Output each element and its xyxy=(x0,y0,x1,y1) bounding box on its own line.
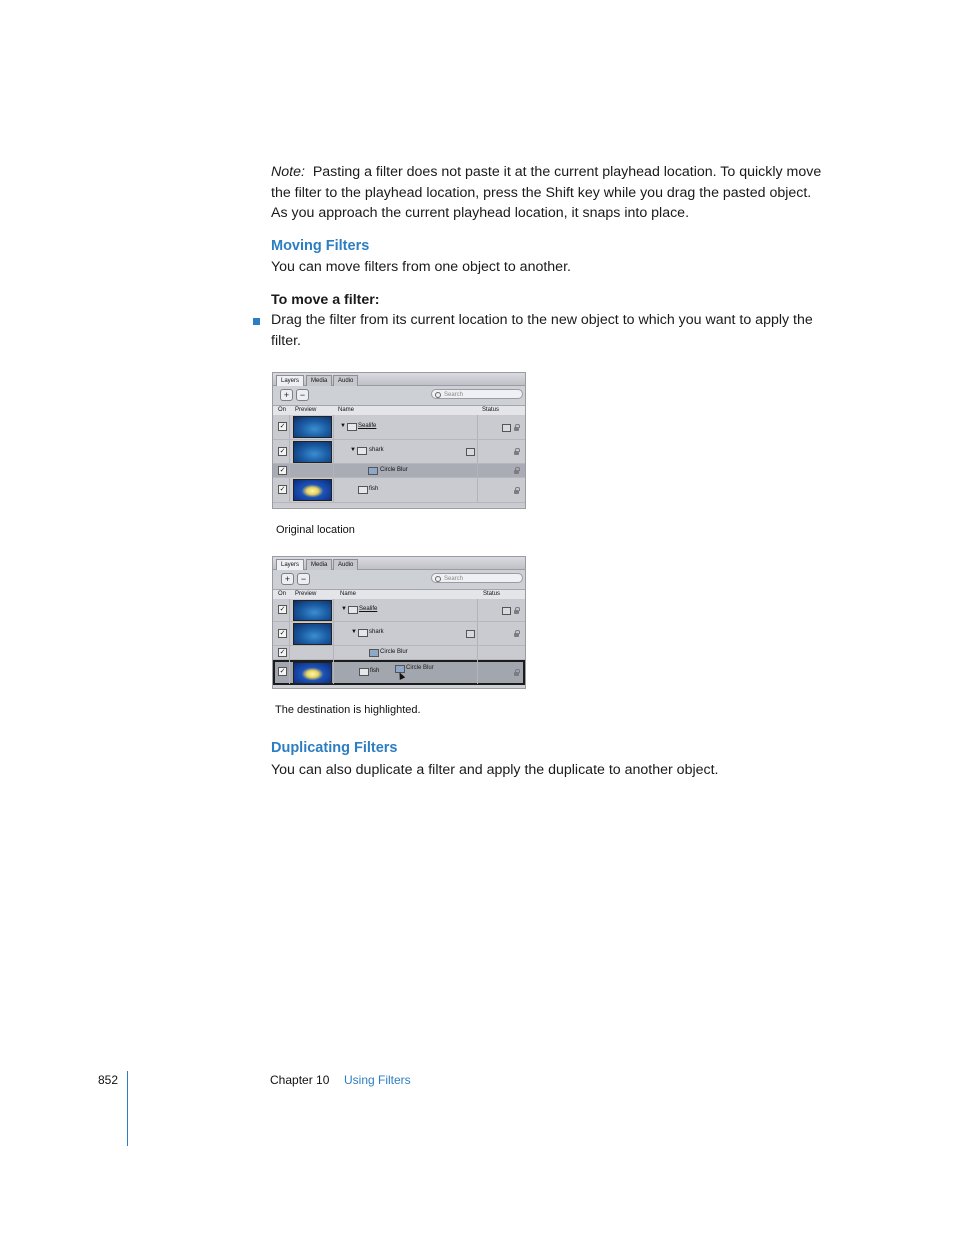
disclosure-triangle-icon[interactable]: ▼ xyxy=(340,423,346,429)
group-icon xyxy=(348,606,358,614)
note-paragraph xyxy=(271,162,823,224)
col-name[interactable]: Name xyxy=(338,407,355,413)
filter-badge-icon xyxy=(466,448,475,456)
layer-checkbox[interactable]: ✓ xyxy=(279,606,286,613)
layer-thumbnail xyxy=(293,416,332,438)
disclosure-triangle-icon[interactable]: ▼ xyxy=(350,447,356,453)
search-icon xyxy=(435,392,441,398)
task-title: To move a filter: xyxy=(271,292,380,308)
layer-name-circle-blur[interactable]: Circle Blur xyxy=(380,649,408,655)
image-layer-icon xyxy=(358,629,368,637)
image-layer-icon xyxy=(358,486,368,494)
layer-name-sealife[interactable]: Sealife xyxy=(359,606,378,612)
layer-name-circle-blur[interactable]: Circle Blur xyxy=(380,467,408,473)
layer-row-shark[interactable] xyxy=(273,440,525,464)
figure-caption-destination: The destination is highlighted. xyxy=(275,704,421,716)
layer-checkbox[interactable]: ✓ xyxy=(279,448,286,455)
tab-media[interactable]: Media xyxy=(306,375,332,386)
note-label: Note: xyxy=(271,164,305,180)
layer-checkbox[interactable]: ✓ xyxy=(279,467,286,474)
layer-row-fish-destination[interactable] xyxy=(273,660,525,685)
layer-name-sealife[interactable]: Sealife xyxy=(358,423,377,429)
lock-icon[interactable] xyxy=(514,633,519,637)
col-name[interactable]: Name xyxy=(340,591,357,597)
layer-checkbox[interactable]: ✓ xyxy=(279,630,286,637)
tab-layers[interactable]: Layers xyxy=(276,375,304,386)
filter-icon xyxy=(369,649,379,657)
disclosure-triangle-icon[interactable]: ▼ xyxy=(341,606,347,612)
layer-thumbnail xyxy=(293,441,332,463)
lock-icon[interactable] xyxy=(514,490,519,494)
layer-row-shark[interactable] xyxy=(273,622,525,646)
layer-row-circle-blur[interactable] xyxy=(273,464,525,478)
image-layer-icon xyxy=(359,668,369,676)
layer-name-shark[interactable]: shark xyxy=(369,447,384,453)
layer-row-circle-blur[interactable] xyxy=(273,646,525,660)
layer-checkbox[interactable]: ✓ xyxy=(279,649,286,656)
search-placeholder: Search xyxy=(444,392,464,398)
duplicating-filters-heading: Duplicating Filters xyxy=(271,740,398,756)
lock-icon[interactable] xyxy=(514,470,519,474)
layers-panel-destination xyxy=(272,556,526,689)
layer-name-shark[interactable]: shark xyxy=(369,629,384,635)
layer-row-fish[interactable] xyxy=(273,478,525,503)
figure-caption-original: Original location xyxy=(276,524,355,536)
layer-row-sealife[interactable] xyxy=(273,415,525,440)
disclosure-triangle-icon[interactable]: ▼ xyxy=(351,629,357,635)
layer-thumbnail xyxy=(293,600,332,621)
bullet-icon xyxy=(253,318,260,325)
layer-name-fish[interactable]: fish xyxy=(369,486,379,492)
lock-icon[interactable] xyxy=(514,427,519,431)
layer-row-sealife[interactable] xyxy=(273,599,525,622)
chapter-label: Chapter 10 xyxy=(270,1073,330,1087)
add-layer-button[interactable]: + xyxy=(280,389,293,401)
layer-checkbox[interactable]: ✓ xyxy=(279,668,286,675)
moving-filters-intro: You can move filters from one object to another. xyxy=(271,259,571,275)
page-number: 852 xyxy=(98,1073,119,1087)
col-status[interactable]: Status xyxy=(483,591,501,597)
panel-toolbar xyxy=(273,570,525,588)
panel-tabs xyxy=(273,557,525,570)
group-status-icon xyxy=(502,607,511,615)
layer-thumbnail xyxy=(293,662,332,684)
moving-filters-heading: Moving Filters xyxy=(271,238,370,254)
panel-toolbar xyxy=(273,386,525,404)
tab-audio[interactable]: Audio xyxy=(333,559,358,570)
tab-layers[interactable]: Layers xyxy=(276,559,304,570)
chapter-title-link[interactable]: Using Filters xyxy=(344,1073,411,1087)
add-layer-button[interactable]: + xyxy=(281,573,294,585)
search-icon xyxy=(435,576,441,582)
search-input[interactable] xyxy=(431,573,523,583)
col-preview[interactable]: Preview xyxy=(295,591,317,597)
layer-checkbox[interactable]: ✓ xyxy=(279,486,286,493)
panel-tabs xyxy=(273,373,525,386)
search-input[interactable] xyxy=(431,389,523,399)
lock-icon[interactable] xyxy=(514,610,519,614)
col-status[interactable]: Status xyxy=(482,407,500,413)
filter-badge-icon xyxy=(466,630,475,638)
remove-layer-button[interactable]: − xyxy=(297,573,310,585)
layer-thumbnail xyxy=(293,623,332,645)
lock-icon[interactable] xyxy=(514,451,519,455)
tab-media[interactable]: Media xyxy=(306,559,332,570)
layer-thumbnail xyxy=(293,479,332,501)
group-icon xyxy=(347,423,357,431)
col-on[interactable]: On xyxy=(278,591,287,597)
duplicating-filters-intro: You can also duplicate a filter and apply the duplicate to another object. xyxy=(271,762,719,778)
search-placeholder: Search xyxy=(444,576,464,582)
panel-bottom xyxy=(273,503,525,507)
footer-rule xyxy=(127,1071,128,1146)
layer-name-fish[interactable]: fish xyxy=(370,668,380,674)
remove-layer-button[interactable]: − xyxy=(296,389,309,401)
tab-audio[interactable]: Audio xyxy=(333,375,358,386)
group-status-icon xyxy=(502,424,511,432)
dragged-filter-label: Circle Blur xyxy=(406,665,434,671)
col-preview[interactable]: Preview xyxy=(295,407,317,413)
lock-icon[interactable] xyxy=(514,672,519,676)
image-layer-icon xyxy=(357,447,367,455)
filter-icon xyxy=(368,467,378,475)
layers-panel-original xyxy=(272,372,526,509)
layer-checkbox[interactable]: ✓ xyxy=(279,423,286,430)
col-on[interactable]: On xyxy=(278,407,287,413)
note-text: Pasting a filter does not paste it at the current playhead location. To quickly move the filter to the playhead location, press the Shift key while you drag the pasted object. As you approach the current playhead location, it snaps into place. xyxy=(271,164,822,221)
task-step: Drag the filter from its current location to the new object to which you want to apply the filter. xyxy=(271,312,813,349)
